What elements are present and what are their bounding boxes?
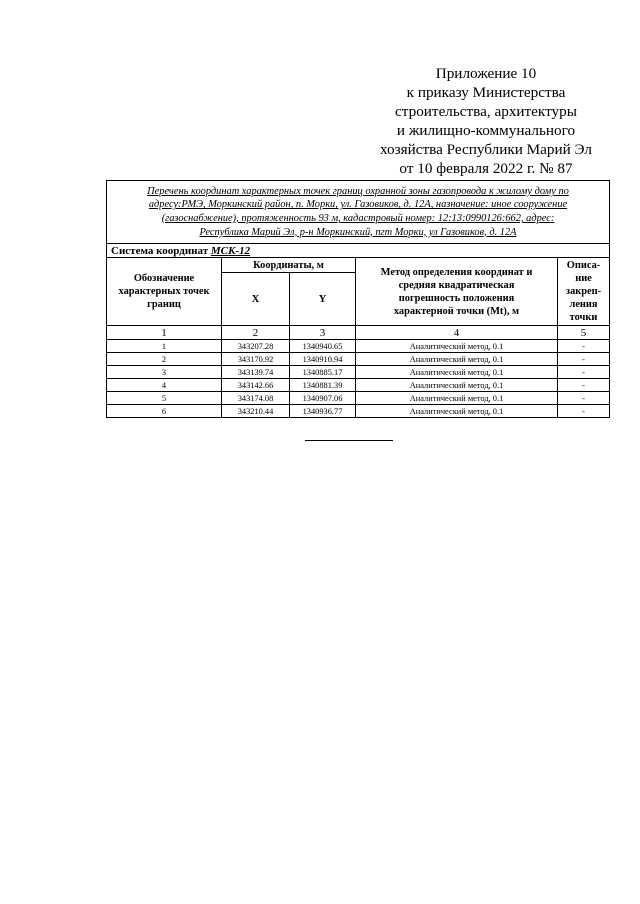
column-number: 4 — [356, 326, 558, 340]
coordinate-system-name: МСК-12 — [210, 244, 251, 257]
header-line: ние — [575, 273, 592, 284]
column-number: 1 — [107, 326, 222, 340]
cell-x: 343210.44 — [222, 405, 290, 418]
appendix-line: от 10 февраля 2022 г. № 87 — [399, 160, 573, 177]
table-row — [107, 392, 610, 405]
column-number: 5 — [558, 326, 610, 340]
appendix-line: строительства, архитектуры — [395, 103, 577, 120]
cell-y: 1340940.65 — [290, 340, 356, 353]
closing-divider — [305, 440, 393, 441]
table-title-line: Перечень координат характерных точек границ охранной зоны газопровода к жилому дому по — [147, 185, 569, 197]
coordinate-system-label: Система координат — [111, 244, 209, 257]
appendix-line: и жилищно-коммунального — [396, 122, 576, 139]
table-title-line: адресу:РМЭ, Моркинский район, п. Морки, ул. Газовиков, д. 12А, назначение: иное сооружение — [148, 199, 568, 211]
header-line: точки — [569, 312, 598, 323]
header-method — [356, 258, 558, 326]
cell-method: Аналитический метод, 0.1 — [356, 340, 558, 353]
header-line: средняя квадратическая — [398, 279, 515, 291]
cell-point: 4 — [107, 379, 222, 392]
cell-x: 343207.28 — [222, 340, 290, 353]
cell-x: 343174.08 — [222, 392, 290, 405]
header-line: ления — [569, 299, 598, 310]
cell-point: 1 — [107, 340, 222, 353]
table-row — [107, 340, 610, 353]
cell-y: 1340936.77 — [290, 405, 356, 418]
cell-desc: - — [558, 366, 610, 379]
cell-method: Аналитический метод, 0.1 — [356, 353, 558, 366]
coordinates-table — [106, 180, 610, 418]
cell-method: Аналитический метод, 0.1 — [356, 366, 558, 379]
header-point-designation — [107, 258, 222, 326]
cell-point: 6 — [107, 405, 222, 418]
header-coordinates: Координаты, м — [222, 258, 356, 273]
cell-desc: - — [558, 353, 610, 366]
cell-y: 1340881.39 — [290, 379, 356, 392]
table-row — [107, 379, 610, 392]
cell-desc: - — [558, 392, 610, 405]
appendix-line: к приказу Министерства — [406, 84, 566, 101]
table-row — [107, 353, 610, 366]
cell-y: 1340907.06 — [290, 392, 356, 405]
cell-method: Аналитический метод, 0.1 — [356, 405, 558, 418]
column-number: 3 — [290, 326, 356, 340]
cell-x: 343139.74 — [222, 366, 290, 379]
table-title — [107, 181, 610, 244]
appendix-line: Приложение 10 — [435, 65, 537, 82]
header-line: характерной точки (Mt), м — [393, 305, 520, 317]
appendix-header — [360, 64, 612, 178]
cell-point: 2 — [107, 353, 222, 366]
cell-point: 3 — [107, 366, 222, 379]
header-line: закреп- — [565, 286, 602, 297]
header-line: Описа- — [566, 260, 601, 271]
cell-method: Аналитический метод, 0.1 — [356, 392, 558, 405]
appendix-line: хозяйства Республики Марий Эл — [380, 141, 592, 158]
header-line: границ — [147, 299, 181, 310]
cell-desc: - — [558, 405, 610, 418]
coordinate-system — [107, 244, 610, 258]
table-row — [107, 366, 610, 379]
cell-point: 5 — [107, 392, 222, 405]
table-row — [107, 405, 610, 418]
cell-method: Аналитический метод, 0.1 — [356, 379, 558, 392]
column-number: 2 — [222, 326, 290, 340]
header-line: Обозначение — [133, 273, 195, 284]
cell-x: 343170.92 — [222, 353, 290, 366]
cell-desc: - — [558, 340, 610, 353]
cell-y: 1340885.17 — [290, 366, 356, 379]
table-title-line: (газоснабжение), протяженность 93 м, кадастровый номер: 12:13:0990126:662, адрес: — [161, 213, 555, 224]
header-y: Y — [290, 273, 356, 326]
cell-y: 1340910.94 — [290, 353, 356, 366]
header-line: погрешность положения — [398, 292, 515, 304]
cell-x: 343142.66 — [222, 379, 290, 392]
header-x: X — [222, 273, 290, 326]
header-description — [558, 258, 610, 326]
table-title-line: Республика Марий Эл, р-н Моркинский, пгт Морки, ул Газовиков, д. 12А — [199, 226, 517, 238]
header-line: Метод определения координат и — [380, 266, 533, 278]
header-line: характерных точек — [118, 286, 210, 297]
cell-desc: - — [558, 379, 610, 392]
